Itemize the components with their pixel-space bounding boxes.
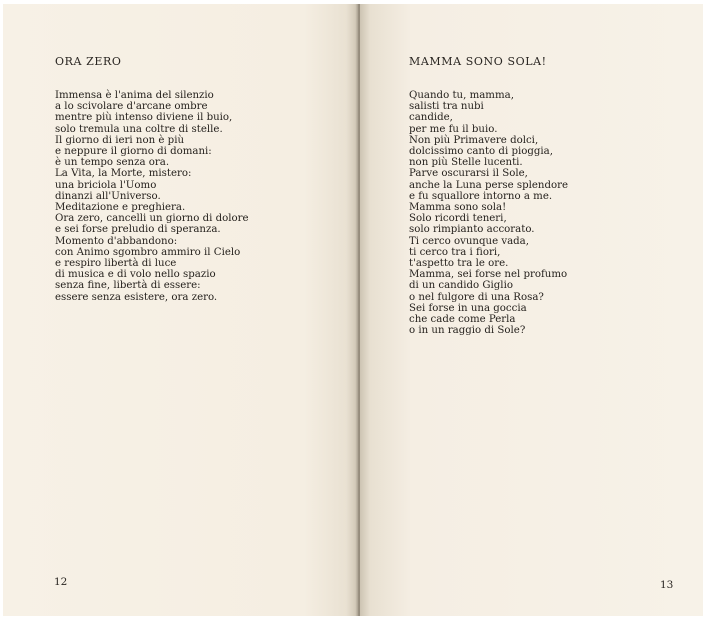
poem-line: Mamma, sei forse nel profumo	[409, 269, 568, 281]
poem-line: e respiro libertà di luce	[55, 258, 177, 270]
poem-line: candide,	[409, 112, 453, 124]
poem-line: o nel fulgore di una Rosa?	[409, 291, 544, 303]
poem-line: Ti cerco ovunque vada,	[409, 235, 529, 247]
poem-line: non più Stelle lucenti.	[409, 157, 523, 169]
right-page	[360, 4, 703, 616]
poem-line: dinanzi all'Universo.	[55, 190, 161, 202]
poem-line: e fu squallore intorno a me.	[409, 190, 553, 202]
poem-line: senza fine, libertà di essere:	[55, 280, 201, 292]
poem-line: solo tremula una coltre di stelle.	[55, 123, 223, 135]
poem-line: Mamma sono sola!	[409, 202, 507, 214]
poem-line: una briciola l'Uomo	[55, 179, 157, 191]
poem-line: per me fu il buio.	[409, 123, 498, 135]
poem-line: solo rimpianto accorato.	[409, 224, 535, 236]
right-page-number: 13	[660, 579, 674, 591]
poem-line: Momento d'abbandono:	[55, 235, 178, 247]
poem-line: Ora zero, cancelli un giorno di dolore	[55, 213, 249, 225]
poem-line: Immensa è l'anima del silenzio	[55, 90, 214, 101]
right-poem-text	[409, 90, 568, 336]
poem-line: essere senza esistere, ora zero.	[55, 291, 218, 303]
left-poem-title: ORA ZERO	[55, 55, 122, 68]
poem-line: dolcissimo canto di pioggia,	[409, 146, 553, 158]
poem-line: La Vita, la Morte, mistero:	[55, 168, 192, 180]
poem-line: mentre più intenso diviene il buio,	[55, 112, 233, 124]
poem-line: Quando tu, mamma,	[409, 90, 514, 101]
poem-line: di musica e di volo nello spazio	[55, 269, 216, 281]
poem-line: ti cerco tra i fiori,	[409, 246, 501, 258]
poem-line: e neppure il giorno di domani:	[55, 146, 212, 158]
poem-line: di un candido Giglio	[409, 280, 513, 292]
poem-line: Solo ricordi teneri,	[409, 213, 507, 225]
poem-line: Parve oscurarsi il Sole,	[409, 168, 528, 180]
poem-line: anche la Luna perse splendore	[409, 179, 569, 191]
poem-line: salisti tra nubi	[409, 101, 484, 113]
book-spread	[3, 4, 703, 616]
left-poem-text	[55, 90, 249, 303]
poem-line: è un tempo senza ora.	[55, 157, 170, 169]
poem-line: e sei forse preludio di speranza.	[55, 224, 221, 236]
poem-line: Sei forse in una goccia	[409, 302, 527, 314]
poem-line: a lo scivolare d'arcane ombre	[55, 101, 208, 113]
poem-line: Il giorno di ieri non è più	[55, 134, 185, 146]
poem-line: che cade come Perla	[409, 314, 516, 326]
poem-line: Non più Primavere dolci,	[409, 134, 539, 146]
poem-line: o in un raggio di Sole?	[409, 325, 526, 337]
poem-line: con Animo sgombro ammiro il Cielo	[55, 246, 241, 258]
right-poem-title: MAMMA SONO SOLA!	[409, 55, 547, 68]
left-page-number: 12	[54, 576, 68, 588]
left-page	[3, 4, 357, 616]
poem-line: t'aspetto tra le ore.	[409, 258, 509, 270]
poem-line: Meditazione e preghiera.	[55, 202, 186, 214]
